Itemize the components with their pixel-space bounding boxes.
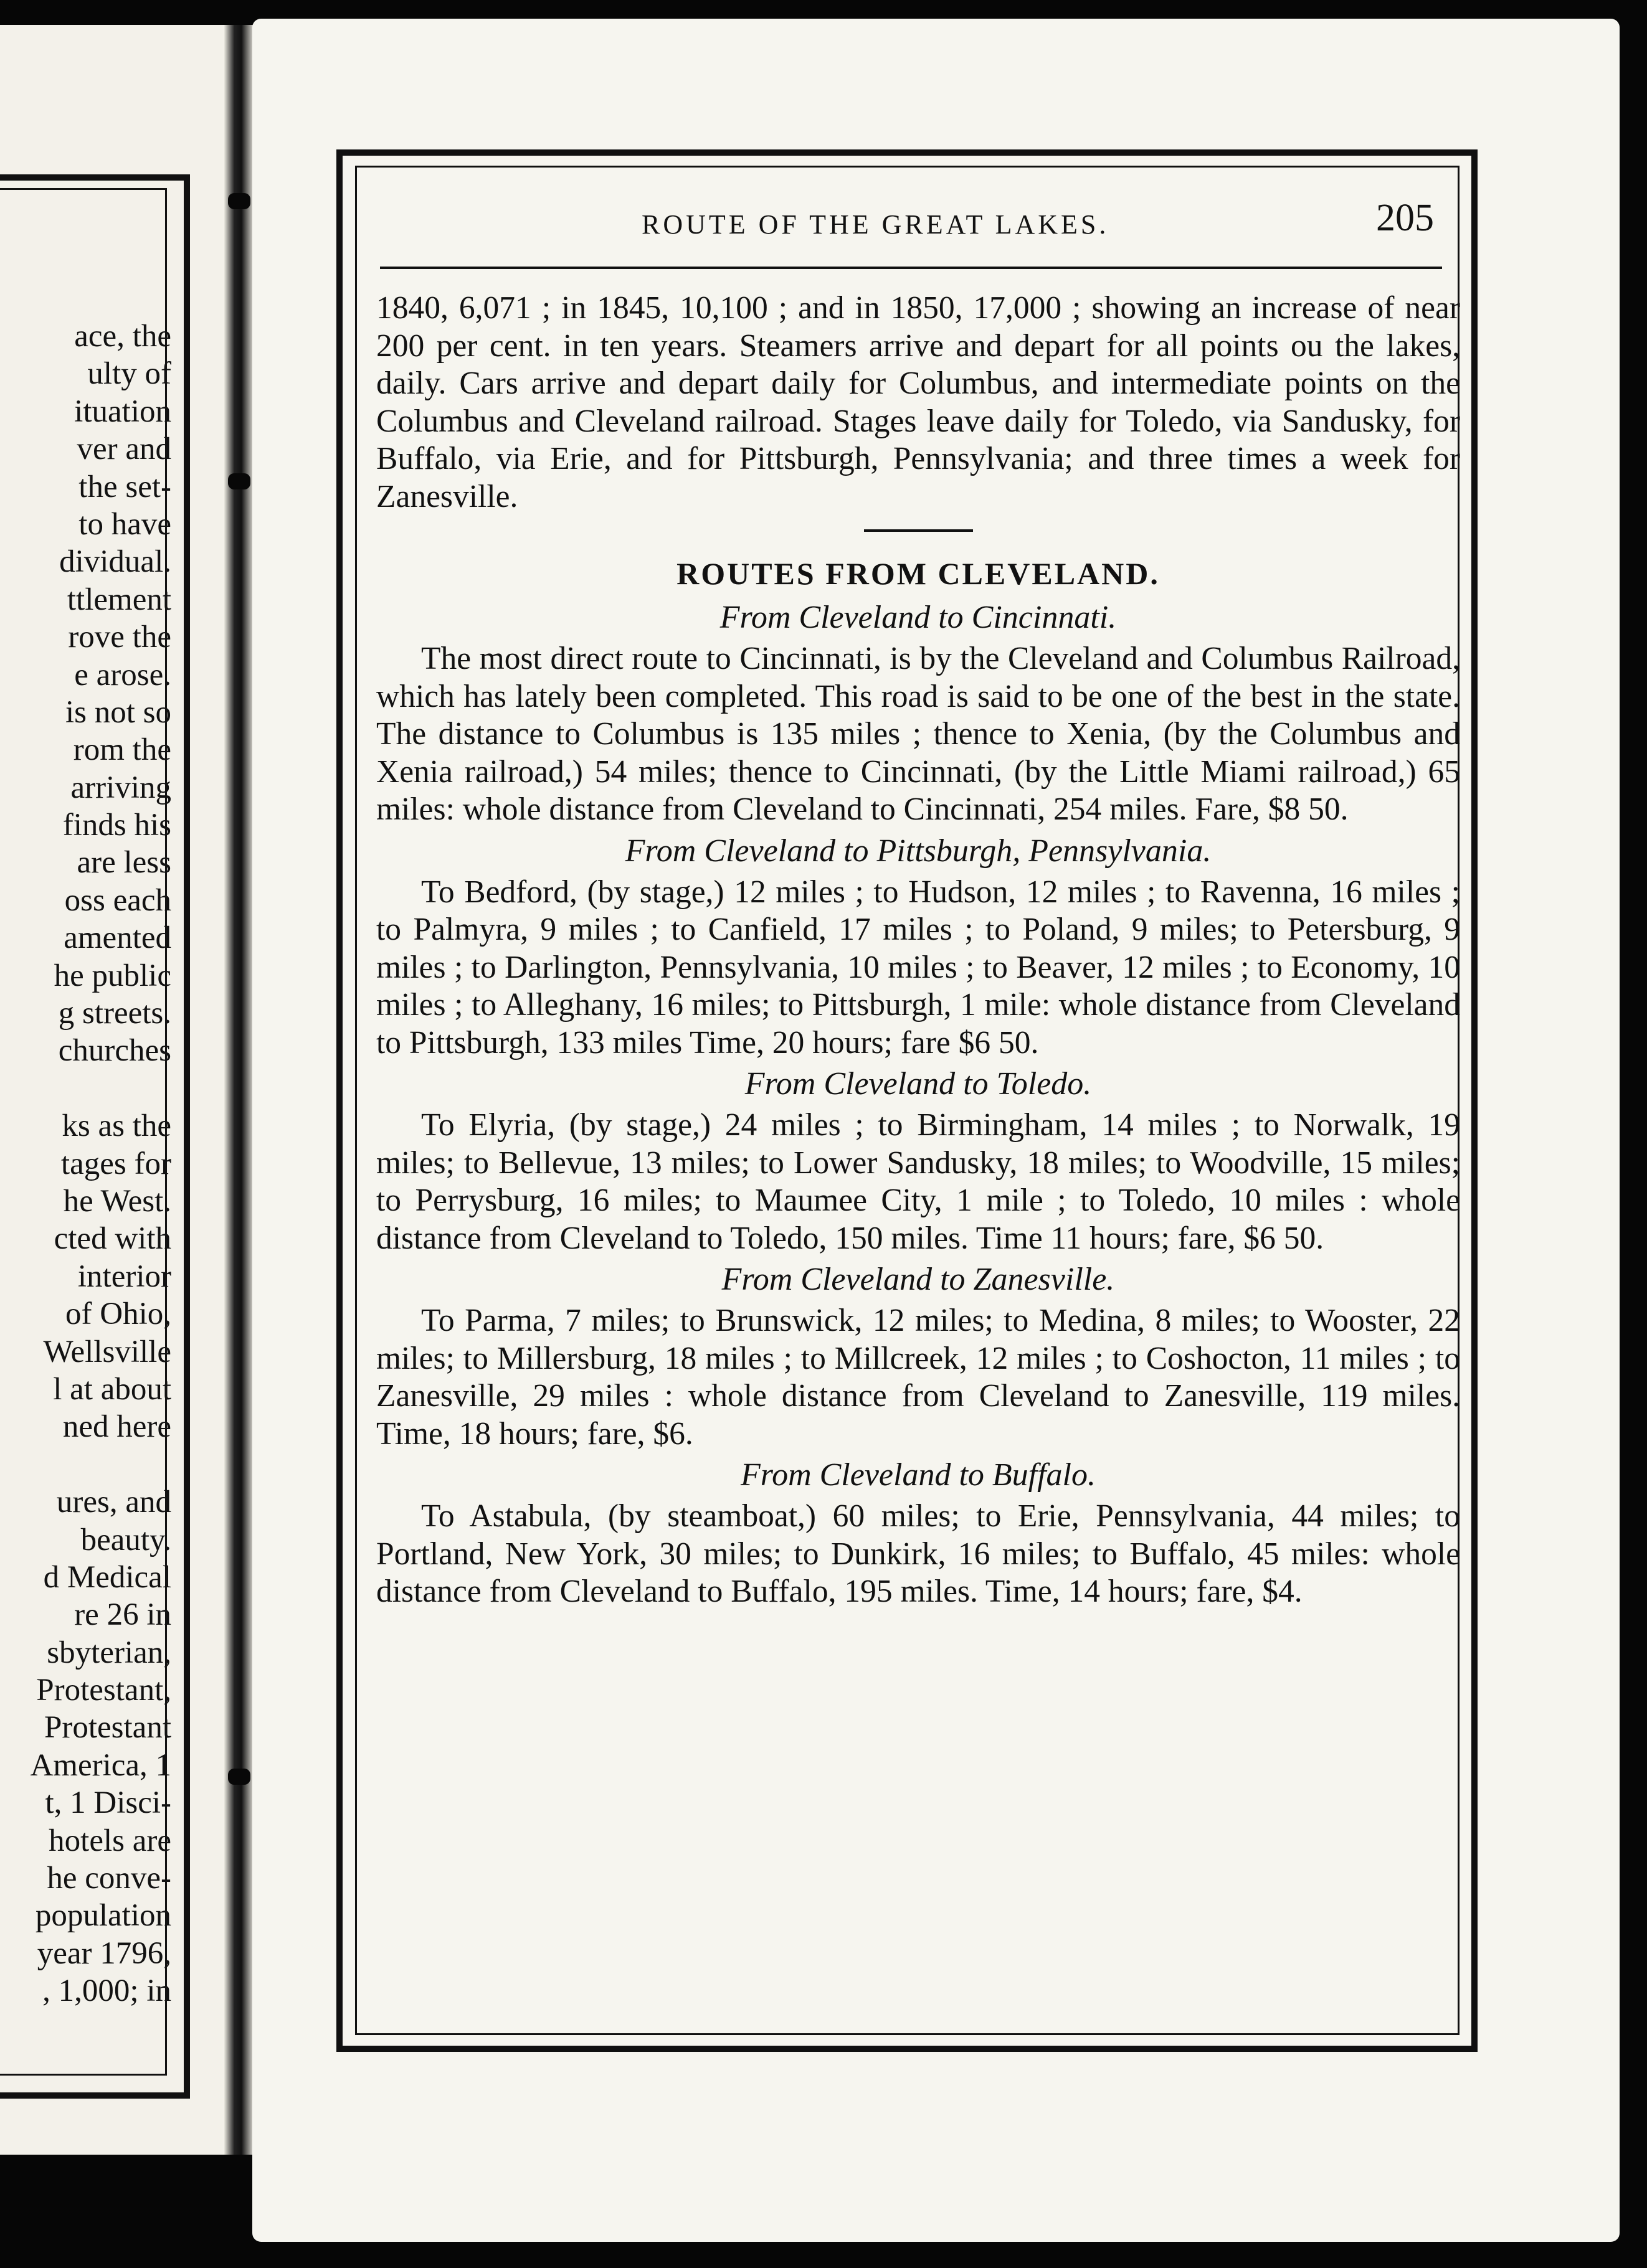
left-page-line: Protestant, bbox=[36, 1673, 171, 1708]
route-text-zanesville: To Parma, 7 miles; to Brunswick, 12 miles; to Medina, 8 miles; to Wooster, 22 miles; to Millersburg, 18 miles ; to Millcreek, 12 miles ; to Coshocton, 11 miles ; to Zanesville, 29 miles : whole distance from Cleveland to Zanesville, 119 miles. Time, 18 hours; fare, $6. bbox=[376, 1303, 1460, 1452]
intro-paragraph: 1840, 6,071 ; in 1845, 10,100 ; and in 1850, 17,000 ; showing an increase of near 200 per cent. in ten years. Steamers arrive and depart for all points ou the lakes, daily. Cars arrive and depart daily for Columbus, and intermediate points on the Columbus and Cleveland railroad. Stages leave daily for Toledo, via Sandusky, for Buffalo, via Erie, and for Pittsburgh, Pennsylvania; and three times a week for Zanesville. bbox=[376, 290, 1460, 514]
left-page-line: interior bbox=[77, 1259, 171, 1294]
route-text-buffalo: To Astabula, (by steamboat,) 60 miles; to Erie, Pennsylvania, 44 miles; to Portland, New York, 30 miles; to Dunkirk, 16 miles; to Buffalo, 45 miles: whole distance from Cleveland to Buffalo, 195 miles. Time, 14 hours; fare, $4. bbox=[376, 1498, 1460, 1609]
route-text-cincinnati: The most direct route to Cincinnati, is by the Cleveland and Columbus Railroad, which has lately been completed. This road is said to be one of the best in the state. The distance to Columbus is 135 miles ; thence to Xenia, (by the Columbus and Xenia railroad,) 54 miles; thence to Cincinnati, (by the Little Miami railroad,) 65 miles: whole distance from Cleveland to Cincinnati, 254 miles. Fare, $8 50. bbox=[376, 641, 1460, 827]
left-page-line: ver and bbox=[77, 432, 171, 467]
left-page-line: are less bbox=[77, 845, 171, 881]
left-page-line: ulty of bbox=[87, 356, 171, 392]
left-page-line: amented bbox=[64, 920, 171, 956]
binding-stitch bbox=[228, 473, 250, 489]
route-heading-zanesville: From Cleveland to Zanesville. bbox=[721, 1262, 1115, 1297]
binding-stitch bbox=[228, 1769, 250, 1785]
left-page-gap bbox=[0, 1070, 171, 1107]
left-page-line: to have bbox=[78, 506, 171, 542]
left-page-line: sbyterian, bbox=[47, 1635, 171, 1670]
left-page-gap bbox=[0, 1446, 171, 1483]
left-page-line: t, 1 Disci- bbox=[45, 1785, 171, 1821]
left-page-line: ace, the bbox=[74, 319, 171, 354]
left-page-line: dividual. bbox=[59, 544, 171, 580]
left-page-line: year 1796, bbox=[37, 1935, 171, 1971]
left-page-line: population bbox=[35, 1898, 171, 1934]
left-page-line: , 1,000; in bbox=[42, 1973, 171, 2009]
left-page-line: g streets. bbox=[58, 996, 171, 1031]
left-page-line: rom the bbox=[73, 732, 171, 768]
running-title: ROUTE OF THE GREAT LAKES. bbox=[642, 209, 1109, 240]
left-page-line: of Ohio, bbox=[65, 1297, 171, 1332]
left-page-line: he public bbox=[54, 958, 171, 993]
left-page-line: America, 1 bbox=[30, 1747, 171, 1783]
left-page-line: ttlement bbox=[67, 582, 171, 617]
left-page-line: Wellsville bbox=[43, 1334, 171, 1369]
left-page-line: cted with bbox=[54, 1221, 171, 1257]
left-page-line: finds his bbox=[62, 808, 171, 843]
left-page-line: hotels are bbox=[49, 1823, 171, 1858]
left-page-line: l at about bbox=[53, 1371, 171, 1407]
left-page-line: rove the bbox=[68, 620, 171, 655]
route-heading-cincinnati: From Cleveland to Cincinnati. bbox=[719, 600, 1117, 635]
left-page-line: is not so bbox=[65, 694, 171, 730]
left-page-line: he West. bbox=[63, 1183, 171, 1219]
left-page-line: arriving bbox=[70, 770, 171, 805]
left-page-line: beauty. bbox=[80, 1522, 171, 1557]
left-page-line: d Medical bbox=[43, 1559, 171, 1595]
route-heading-toledo: From Cleveland to Toledo. bbox=[744, 1066, 1092, 1102]
left-page-line: the set- bbox=[78, 469, 171, 504]
route-heading-pittsburgh: From Cleveland to Pittsburgh, Pennsylvania. bbox=[625, 833, 1212, 869]
left-page-line: ned here bbox=[62, 1409, 171, 1445]
page-body bbox=[376, 290, 1460, 1611]
route-text-pittsburgh: To Bedford, (by stage,) 12 miles ; to Hudson, 12 miles ; to Ravenna, 16 miles ; to Palmyra, 9 miles ; to Canfield, 17 miles ; to Poland, 9 miles; to Petersburg, 9 miles ; to Darlington, Pennsylvania, 10 miles ; to Beaver, 12 miles ; to Economy, 10 miles ; to Alleghany, 16 miles; to Pittsburgh, 1 mile: whole distance from Cleveland to Pittsburgh, 133 miles Time, 20 hours; fare $6 50. bbox=[376, 874, 1460, 1061]
header-rule bbox=[380, 267, 1442, 269]
left-page-line: churches bbox=[58, 1033, 171, 1069]
section-divider bbox=[864, 529, 973, 532]
running-head bbox=[374, 196, 1445, 246]
left-page-line: e arose. bbox=[74, 657, 171, 692]
page-number: 205 bbox=[1376, 197, 1434, 239]
route-heading-buffalo: From Cleveland to Buffalo. bbox=[741, 1457, 1096, 1493]
left-page-text bbox=[0, 318, 171, 2010]
left-page-line: ures, and bbox=[56, 1485, 171, 1520]
book-binding bbox=[224, 25, 253, 2155]
left-page-line: Protestant bbox=[44, 1710, 171, 1746]
route-text-toledo: To Elyria, (by stage,) 24 miles ; to Birmingham, 14 miles ; to Norwalk, 19 miles; to Bellevue, 13 miles; to Lower Sandusky, 18 miles; to Woodville, 15 miles; to Perrysburg, 16 miles; to Maumee City, 1 mile ; to Toledo, 10 miles : whole distance from Cleveland to Toledo, 150 miles. Time 11 hours; fare, $6 50. bbox=[376, 1107, 1460, 1256]
left-page-line: oss each bbox=[64, 882, 171, 918]
left-page-line: ituation bbox=[74, 394, 171, 429]
binding-stitch bbox=[228, 193, 250, 209]
left-page-line: he conve- bbox=[47, 1861, 171, 1896]
left-page-line: re 26 in bbox=[74, 1597, 171, 1633]
section-title: ROUTES FROM CLEVELAND. bbox=[676, 556, 1160, 591]
left-page-line: tages for bbox=[60, 1146, 171, 1181]
left-page-line: ks as the bbox=[62, 1108, 171, 1144]
